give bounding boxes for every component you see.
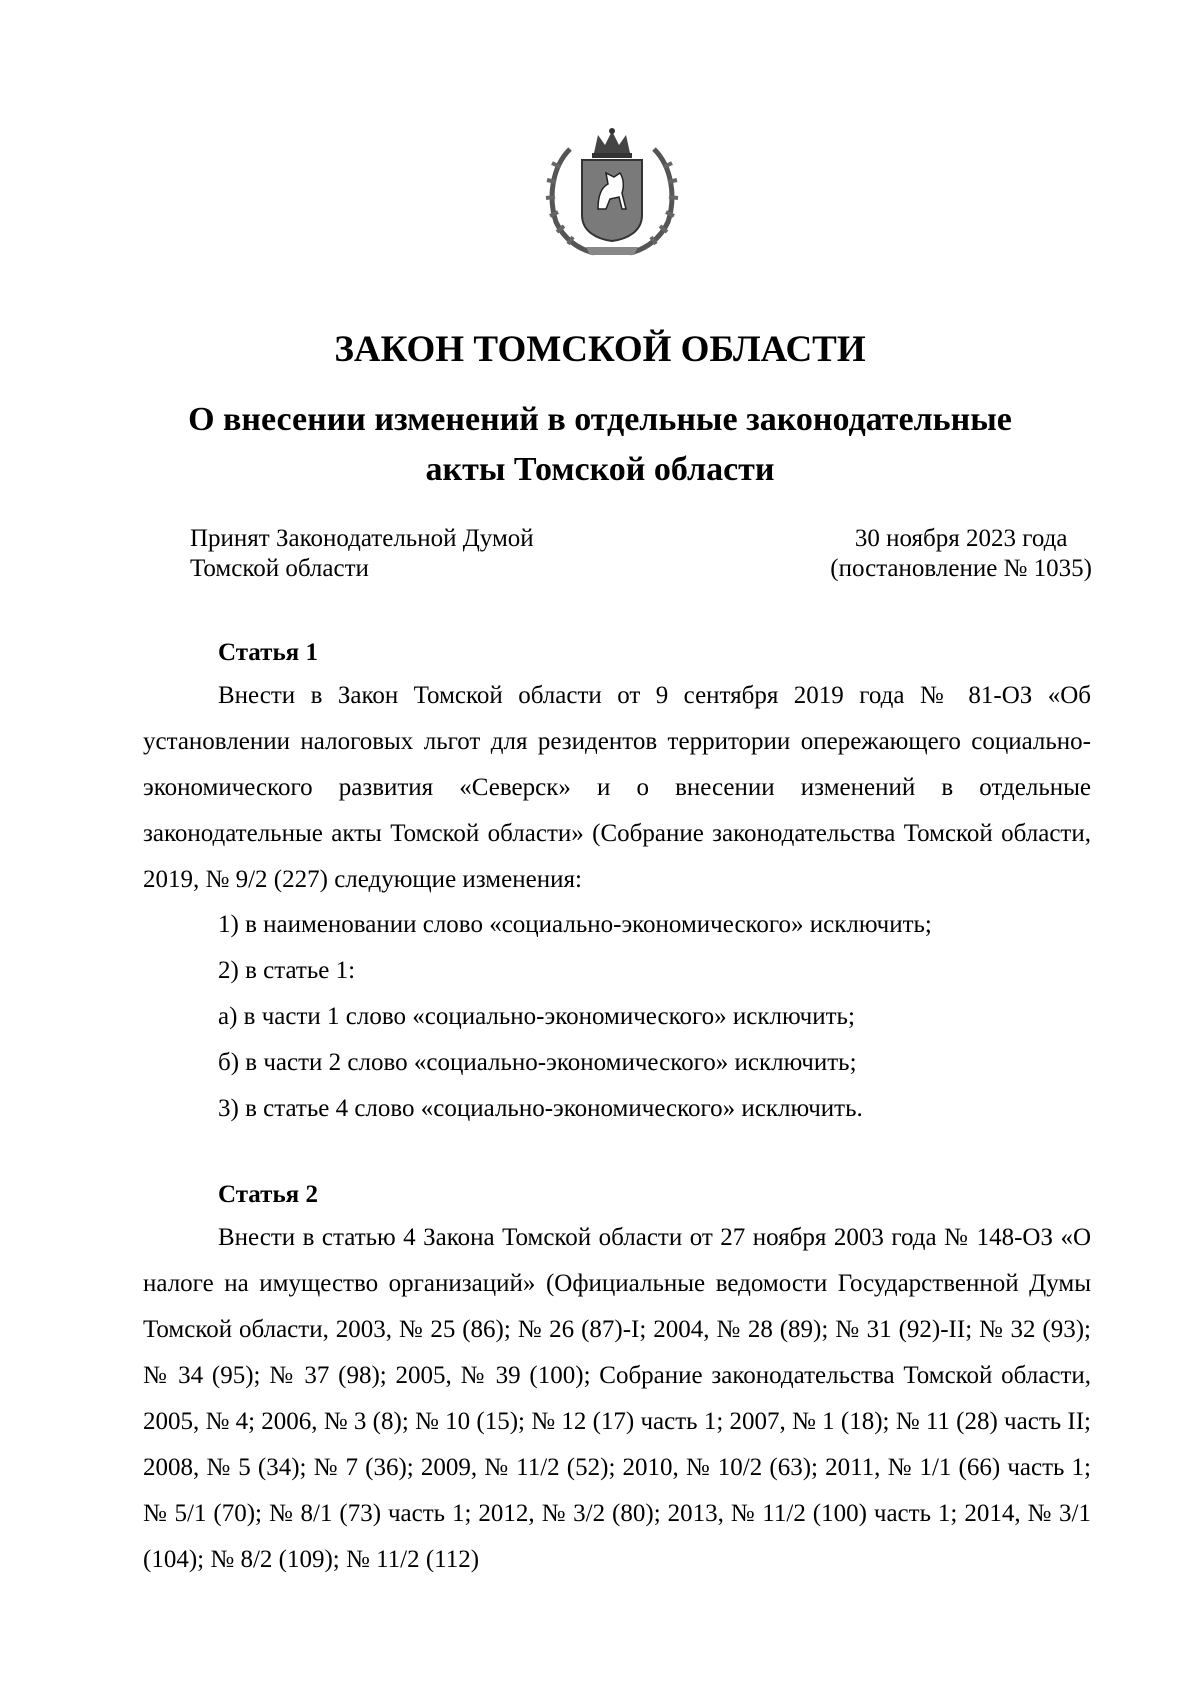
- coat-of-arms-icon: [542, 127, 682, 261]
- document-subtitle: [0, 395, 1200, 495]
- article-1-item: б) в части 2 слово «социально-экономического» исключить;: [218, 1049, 857, 1076]
- article-1-item: 2) в статье 1:: [218, 957, 356, 984]
- adoption-body: [190, 524, 534, 584]
- article-1-item: 1) в наименовании слово «социально-экономического» исключить;: [218, 911, 932, 938]
- date-line: 30 ноября 2023 года: [854, 525, 1068, 552]
- article-1-paragraph: Внести в Закон Томской области от 9 сентября 2019 года № 81-ОЗ «Об установлении налоговых льгот для резидентов территории опережающего социально-экономического развития «Северск» и о внесении изменений в отдельные законодательные акты Томской области» (Собрание законодательства Томской области, 2019, № 9/2 (227) следующие изменения:: [143, 682, 1091, 893]
- document-title: ЗАКОН ТОМСКОЙ ОБЛАСТИ: [334, 329, 866, 370]
- article-2-heading: Статья 2: [218, 1181, 318, 1208]
- article-1-item: а) в части 1 слово «социально-экономического» исключить;: [218, 1003, 855, 1030]
- subtitle-line: О внесении изменений в отдельные законодательные: [188, 401, 1012, 438]
- resolution-number: (постановление № 1035): [830, 555, 1092, 582]
- article-1-heading: Статья 1: [218, 639, 318, 666]
- adoption-line: Томской области: [190, 555, 369, 582]
- adoption-date: [830, 524, 1092, 584]
- adoption-line: Принят Законодательной Думой: [190, 525, 534, 552]
- article-1-item: 3) в статье 4 слово «социально-экономического» исключить.: [218, 1095, 863, 1122]
- subtitle-line: акты Томской области: [425, 451, 775, 488]
- article-2-paragraph: Внести в статью 4 Закона Томской области от 27 ноября 2003 года № 148-ОЗ «О налоге на имущество организаций» (Официальные ведомости Государственной Думы Томской области, 2003, № 25 (86); № 26 (87)-I; 2004, № 28 (89); № 31 (92)-II; № 32 (93); № 34 (95); № 37 (98); 2005, № 39 (100); Собрание законодательства Томской области, 2005, № 4; 2006, № 3 (8); № 10 (15); № 12 (17) часть 1; 2007, № 1 (18); № 11 (28) часть II; 2008, № 5 (34); № 7 (36); 2009, № 11/2 (52); 2010, № 10/2 (63); 2011, № 1/1 (66) часть 1; № 5/1 (70); № 8/1 (73) часть 1; 2012, № 3/2 (80); 2013, № 11/2 (100) часть 1; 2014, № 3/1 (104); № 8/2 (109); № 11/2 (112): [143, 1224, 1091, 1573]
